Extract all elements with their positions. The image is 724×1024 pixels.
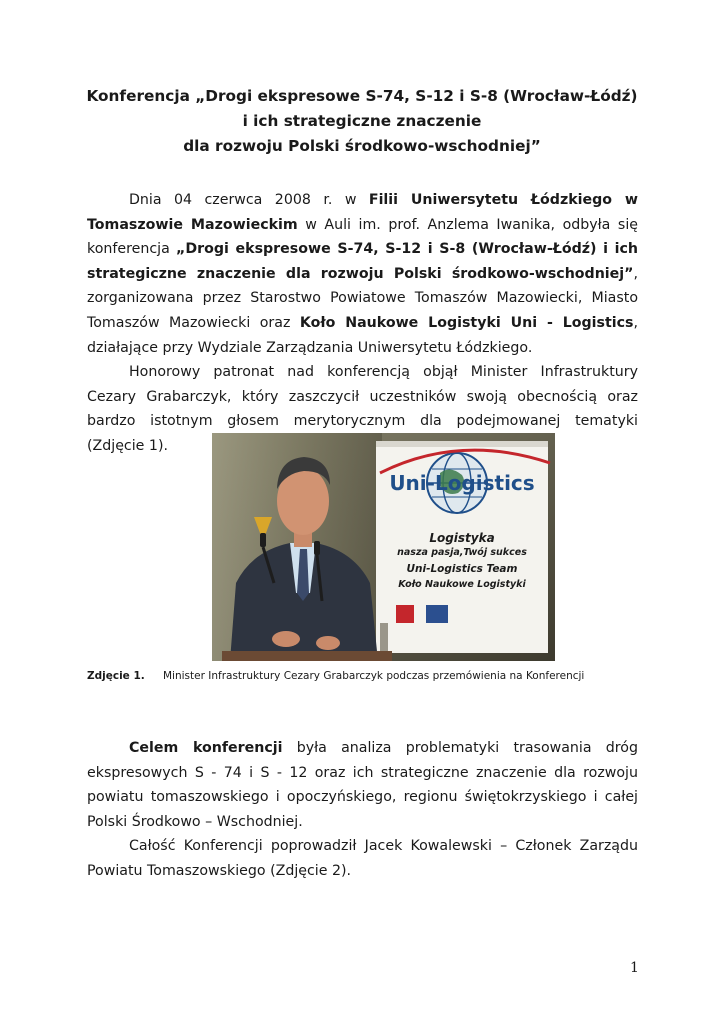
caption-text: Minister Infrastruktury Cezary Grabarczyk podczas przemówienia na Konferencji [163, 670, 585, 682]
title-line-1: Konferencja „Drogi ekspresowe S-74, S-12 i S-8 (Wrocław-Łódź) [86, 87, 638, 105]
goal-section [87, 736, 638, 884]
paragraph-host: Całość Konferencji poprowadził Jacek Kowalewski – Członek Zarządu Powiatu Tomaszowskiego (Zdjęcie 2). [87, 838, 638, 879]
banner-line-4: Koło Naukowe Logistyki [398, 579, 526, 590]
banner-line-1: Logistyka [429, 531, 495, 545]
photo-caption [87, 668, 647, 684]
paragraph-goal: Celem konferencji była analiza problematyki trasowania dróg ekspresowych S - 74 i S - 12 oraz ich strategiczne znaczenie dla rozwoju powiatu tomaszowskiego i opoczyńskiego, regionu świętokrzyskiego i całej Polski Środkowo – Wschodniej. [87, 740, 638, 830]
title-line-3: dla rozwoju Polski środkowo-wschodniej” [183, 137, 541, 155]
document-title [0, 84, 724, 159]
paragraph-intro: Dnia 04 czerwca 2008 r. w Filii Uniwersytetu Łódzkiego w Tomaszowie Mazowieckim w Auli im. prof. Anzlema Iwanika, odbyła się konferencja „Drogi ekspresowe S-74, S-12 i S-8 (Wrocław-Łódź) i ich strategiczne znaczenie dla rozwoju Polski środkowo-wschodniej”, zorganizowana przez Starostwo Powiatowe Tomaszów Mazowiecki, Miasto Tomaszów Mazowiecki oraz Koło Naukowe Logistyki Uni - Logistics, działające przy Wydziale Zarządzania Uniwersytetu Łódzkiego. [87, 192, 638, 356]
caption-label: Zdjęcie 1. [87, 670, 145, 682]
page-number: 1 [630, 960, 639, 976]
club-name: Koło Naukowe Logistyki Uni - Logistics [299, 314, 634, 331]
conference-name: „Drogi ekspresowe S-74, S-12 i S-8 (Wrocław-Łódź) i ich strategiczne znaczenie dla rozwoju Polski środkowo-wschodniej” [87, 241, 638, 282]
goal-heading: Celem konferencji [129, 740, 283, 756]
intro-section [87, 188, 638, 459]
banner-line-3: Uni-Logistics Team [406, 563, 518, 575]
banner-title: Uni-Logistics [389, 471, 535, 495]
banner-line-2: nasza pasja,Twój sukces [397, 547, 527, 558]
paragraph-patronage: Honorowy patronat nad konferencją objął Minister Infrastruktury Cezary Grabarczyk, który zaszczycił uczestników swoją obecnością oraz bardzo istotnym głosem merytorycznym dla podejmowanej tematyki (Zdjęcie 1). [87, 364, 638, 454]
photo-minister [212, 433, 555, 661]
university-name: Filii Uniwersytetu Łódzkiego w Tomaszowie Mazowieckim [87, 192, 638, 233]
title-line-2: i ich strategiczne znaczenie [242, 112, 482, 130]
